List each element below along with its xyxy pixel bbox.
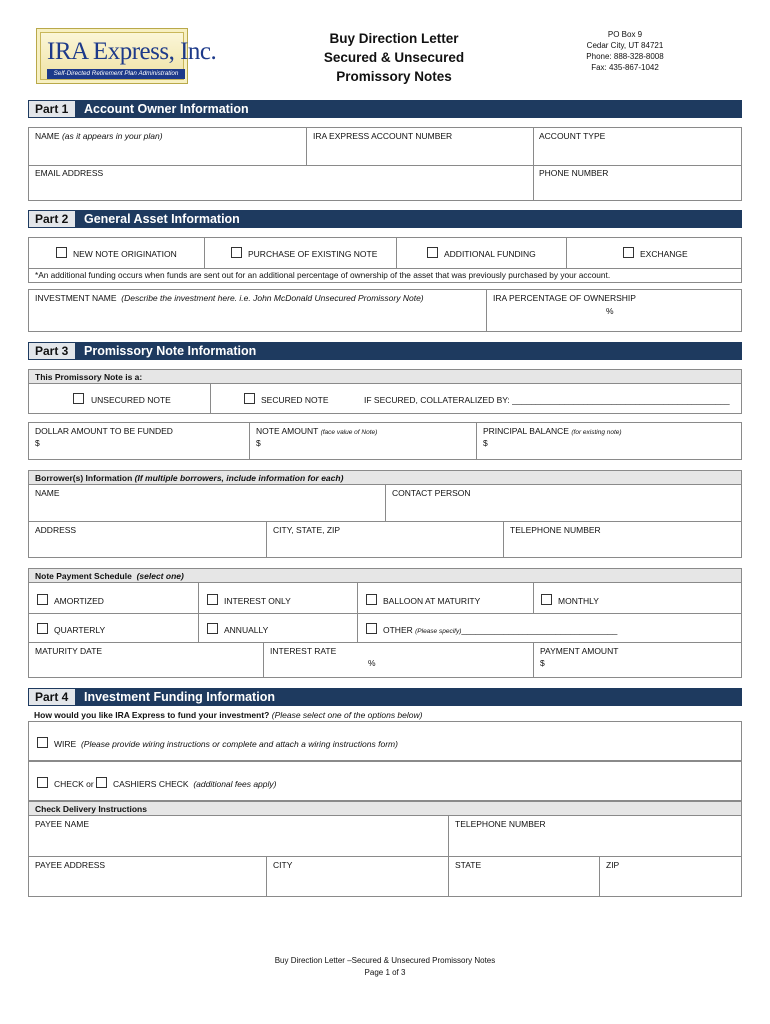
footer-title: Buy Direction Letter –Secured & Unsecured Promissory Notes: [274, 956, 496, 965]
monthly-label: MONTHLY: [558, 596, 599, 606]
purchase-existing-checkbox[interactable]: [231, 247, 242, 258]
amounts-table: [28, 422, 742, 460]
part2-header: [28, 210, 742, 228]
account-type-field[interactable]: ACCOUNT TYPE: [539, 131, 606, 141]
additional-funding-footnote: *An additional funding occurs when funds are sent out for an additional percentage of ownership of the asset that was previously purchased by your account.: [35, 270, 611, 280]
wire-label: WIRE (Please provide wiring instructions or complete and attach a wiring instructions form): [54, 739, 398, 749]
title-line-1: Buy Direction Letter: [329, 31, 459, 46]
exchange-label: EXCHANGE: [640, 249, 688, 259]
interest-only-label: INTEREST ONLY: [224, 596, 291, 606]
monthly-checkbox[interactable]: [541, 594, 552, 605]
logo-tagline: Self-Directed Retirement Plan Administration: [47, 69, 185, 79]
payee-state-field[interactable]: STATE: [455, 860, 482, 870]
note-type-header: This Promissory Note is a:: [35, 372, 143, 382]
borrower-header: Borrower(s) Information (If multiple borrowers, include information for each): [35, 473, 344, 483]
other-field[interactable]: OTHER (Please specify)_________________________________: [383, 625, 618, 635]
title-line-3: Promissory Notes: [336, 69, 452, 84]
part2-title: General Asset Information: [84, 212, 240, 226]
unsecured-note-checkbox[interactable]: [73, 393, 84, 404]
secured-note-label: SECURED NOTE: [261, 395, 329, 405]
title-line-2: Secured & Unsecured: [323, 50, 465, 65]
wire-checkbox[interactable]: [37, 737, 48, 748]
payee-city-field[interactable]: CITY: [273, 860, 293, 870]
collateral-field[interactable]: IF SECURED, COLLATERALIZED BY: ______________________________________________: [364, 395, 730, 405]
wire-option-row: [28, 721, 742, 761]
document-title: [300, 29, 488, 86]
check-delivery-table: [28, 801, 742, 897]
borrower-address-field[interactable]: ADDRESS: [35, 525, 77, 535]
amortized-label: AMORTIZED: [54, 596, 104, 606]
payee-name-field[interactable]: PAYEE NAME: [35, 819, 90, 829]
funding-question: How would you like IRA Express to fund your investment? (Please select one of the options below): [34, 710, 423, 720]
logo-text: IRA Express, Inc.: [47, 38, 217, 65]
unsecured-note-label: UNSECURED NOTE: [91, 395, 171, 405]
interest-only-checkbox[interactable]: [207, 594, 218, 605]
company-logo: [36, 28, 217, 84]
name-field[interactable]: NAME (as it appears in your plan): [35, 131, 163, 141]
payee-telephone-field[interactable]: TELEPHONE NUMBER: [455, 819, 546, 829]
payee-zip-field[interactable]: ZIP: [606, 860, 620, 870]
quarterly-checkbox[interactable]: [37, 623, 48, 634]
city-state-zip-field[interactable]: CITY, STATE, ZIP: [273, 525, 341, 535]
investment-name-field[interactable]: INVESTMENT NAME (Describe the investment here. i.e. John McDonald Unsecured Promissory Note): [35, 293, 424, 303]
ownership-field[interactable]: IRA PERCENTAGE OF OWNERSHIP: [493, 293, 636, 303]
quarterly-label: QUARTERLY: [54, 625, 106, 635]
borrower-name-field[interactable]: NAME: [35, 488, 60, 498]
page-number: Page 1 of 3: [364, 968, 406, 977]
check-label: CHECK or: [54, 779, 94, 789]
new-note-label: NEW NOTE ORIGINATION: [73, 249, 177, 259]
address-line: PO Box 9: [607, 30, 643, 39]
address-phone: Phone: 888-328-8008: [586, 52, 664, 61]
principal-balance-sign: $: [483, 438, 488, 448]
interest-rate-field[interactable]: INTEREST RATE: [270, 646, 337, 656]
other-checkbox[interactable]: [366, 623, 377, 634]
payment-schedule-table: [28, 568, 742, 678]
investment-table: [28, 289, 742, 332]
exchange-checkbox[interactable]: [623, 247, 634, 258]
note-amount-field[interactable]: NOTE AMOUNT (face value of Note): [256, 426, 378, 436]
part3-header: [28, 342, 742, 360]
payment-amount-field[interactable]: PAYMENT AMOUNT: [540, 646, 619, 656]
account-number-field[interactable]: IRA EXPRESS ACCOUNT NUMBER: [313, 131, 453, 141]
asset-type-table: [28, 237, 742, 283]
note-amount-sign: $: [256, 438, 261, 448]
schedule-header: Note Payment Schedule (select one): [35, 571, 184, 581]
part2-label: Part 2: [28, 210, 76, 228]
part4-header: [28, 688, 742, 706]
maturity-date-field[interactable]: MATURITY DATE: [35, 646, 103, 656]
interest-rate-percent: %: [368, 658, 376, 668]
cashiers-check-label: CASHIERS CHECK (additional fees apply): [113, 779, 277, 789]
cashiers-check-checkbox[interactable]: [96, 777, 107, 788]
additional-funding-checkbox[interactable]: [427, 247, 438, 258]
phone-field[interactable]: PHONE NUMBER: [539, 168, 609, 178]
annually-label: ANNUALLY: [224, 625, 269, 635]
part3-title: Promissory Note Information: [84, 344, 257, 358]
part3-label: Part 3: [28, 342, 76, 360]
principal-balance-field[interactable]: PRINCIPAL BALANCE (for existing note): [483, 426, 622, 436]
check-checkbox[interactable]: [37, 777, 48, 788]
balloon-checkbox[interactable]: [366, 594, 377, 605]
email-field[interactable]: EMAIL ADDRESS: [35, 168, 104, 178]
contact-person-field[interactable]: CONTACT PERSON: [392, 488, 471, 498]
part4-label: Part 4: [28, 688, 76, 706]
amortized-checkbox[interactable]: [37, 594, 48, 605]
part1-header: [28, 100, 742, 118]
part1-title: Account Owner Information: [84, 102, 249, 116]
page-footer: [235, 955, 535, 979]
address-fax: Fax: 435-867-1042: [591, 63, 659, 72]
annually-checkbox[interactable]: [207, 623, 218, 634]
check-option-row: [28, 761, 742, 801]
dollar-amount-field[interactable]: DOLLAR AMOUNT TO BE FUNDED: [35, 426, 173, 436]
secured-note-checkbox[interactable]: [244, 393, 255, 404]
address-line: Cedar City, UT 84721: [586, 41, 664, 50]
ownership-percent: %: [606, 306, 614, 316]
new-note-checkbox[interactable]: [56, 247, 67, 258]
part1-label: Part 1: [28, 100, 76, 118]
dollar-amount-sign: $: [35, 438, 40, 448]
part1-table: [28, 127, 742, 201]
company-address: [568, 29, 682, 73]
purchase-existing-label: PURCHASE OF EXISTING NOTE: [248, 249, 378, 259]
borrower-table: [28, 470, 742, 558]
note-type-table: [28, 369, 742, 414]
check-delivery-header: Check Delivery Instructions: [35, 804, 147, 814]
balloon-label: BALLOON AT MATURITY: [383, 596, 481, 606]
payee-address-field[interactable]: PAYEE ADDRESS: [35, 860, 106, 870]
part4-title: Investment Funding Information: [84, 690, 275, 704]
borrower-telephone-field[interactable]: TELEPHONE NUMBER: [510, 525, 601, 535]
additional-funding-label: ADDITIONAL FUNDING: [444, 249, 536, 259]
payment-amount-sign: $: [540, 658, 545, 668]
